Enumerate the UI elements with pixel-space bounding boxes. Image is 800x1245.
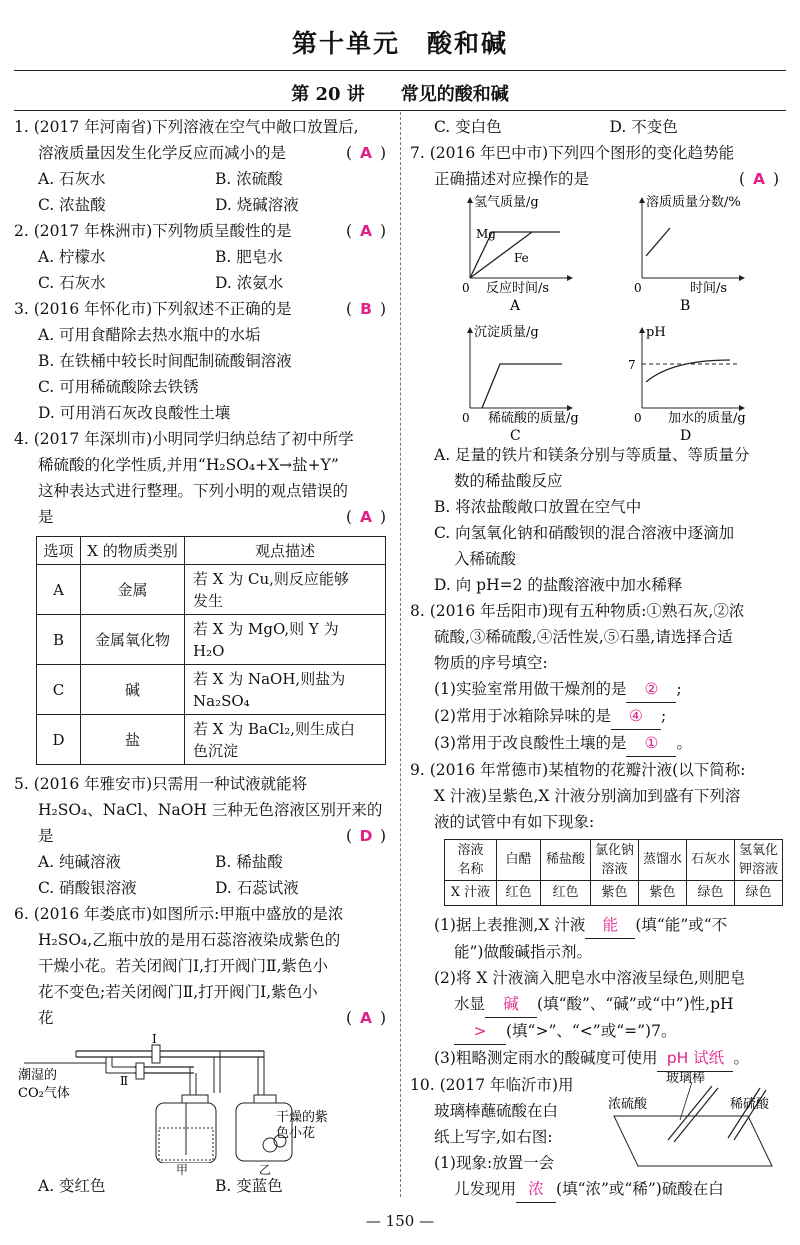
- graph-d-seven: 7: [628, 358, 636, 372]
- q7-option-a: A. 足量的铁片和镁条分别与等质量、等质量分: [434, 446, 750, 464]
- lecture-title: 第 20 讲 常见的酸和碱: [291, 84, 509, 105]
- left-column: [14, 114, 392, 1199]
- graph-a-origin: 0: [462, 281, 470, 295]
- q5-option-d: D. 石蕊试液: [215, 879, 299, 897]
- table-header-cell: 蒸馏水: [639, 840, 687, 881]
- table-cell: 碱: [81, 665, 185, 715]
- q4-stem: 4. (2017 年深圳市)小明同学归纳总结了初中所学: [14, 430, 354, 448]
- table-header-cell: 选项: [37, 537, 81, 565]
- q9-sub3: (3)粗略测定雨水的酸碱度可使用: [434, 1049, 658, 1067]
- q6-option-b: B. 变蓝色: [215, 1177, 283, 1195]
- q4-table: [36, 536, 386, 765]
- q10-conc-label: 浓硫酸: [608, 1097, 648, 1112]
- graph-a: [462, 195, 570, 314]
- q6-fig-label: 干燥的紫: [276, 1110, 329, 1125]
- table-header-cell: 氢氧化: [738, 843, 778, 858]
- q10-stem-5: 儿发现用: [454, 1180, 517, 1198]
- q10-stem-2: 玻璃棒蘸硫酸在白: [434, 1102, 559, 1120]
- title-rule-top: [14, 70, 786, 71]
- q6-option-a: A. 变红色: [38, 1177, 106, 1195]
- q8-sub2: (2)常用于冰箱除异味的是: [434, 707, 611, 725]
- q6-fig-label: 色小花: [276, 1126, 316, 1141]
- graph-b-curve: [646, 228, 670, 256]
- q9-sub1-b: (填“能”或“不: [635, 916, 728, 934]
- q10-rod-label: 玻璃棒: [666, 1072, 706, 1086]
- table-header-cell: 溶液: [601, 862, 628, 877]
- graph-b: [634, 194, 742, 314]
- q3-option-b: B. 在铁桶中较长时间配制硫酸铜溶液: [38, 352, 292, 370]
- graph-d: [628, 325, 746, 442]
- q9-answer-2: 碱: [485, 991, 537, 1018]
- q7-graphs: [410, 192, 780, 442]
- q9-sub1-c: 能”)做酸碱指示剂。: [454, 943, 592, 961]
- table-cell: 红色: [497, 881, 541, 906]
- q9-stem-3: 液的试管中有如下现象:: [434, 813, 595, 831]
- table-cell: 盐: [81, 715, 185, 765]
- question-1: 1. (2017 年河南省)下列溶液在空气中敞口放置后, 溶液质量因发生化学反应而减小的是 ( A ) A. 石灰水 B. 浓硫酸 C. 浓盐酸 D. 烧碱溶液: [14, 114, 392, 218]
- q5-option-b: B. 稀盐酸: [215, 853, 283, 871]
- q9-table: [444, 839, 783, 906]
- table-cell: A: [37, 565, 81, 615]
- table-cell: Na₂SO₄: [193, 691, 250, 710]
- q8-answer-3: ①: [626, 730, 676, 757]
- q7-option-a-2: 数的稀盐酸反应: [454, 472, 563, 490]
- graph-b-letter: B: [680, 298, 691, 314]
- q4-answer: A: [360, 508, 373, 526]
- q8-answer-2: ④: [611, 703, 661, 730]
- table-cell: 紫色: [591, 881, 639, 906]
- q3-option-d: D. 可用消石灰改良酸性土壤: [38, 404, 231, 422]
- q10-stem-4: (1)现象:放置一会: [434, 1154, 555, 1172]
- q7-stem-2: 正确描述对应操作的是: [434, 170, 590, 188]
- q1-stem: 1. (2017 年河南省)下列溶液在空气中敞口放置后,: [14, 118, 359, 136]
- q8-stem-3: 物质的序号填空:: [434, 654, 548, 672]
- q9-sub2-c: (填“酸”、“碱”或“中”)性,pH: [537, 995, 734, 1013]
- q6-stem-5: 花: [38, 1009, 54, 1027]
- table-row: [37, 565, 386, 615]
- table-header-row: [37, 537, 386, 565]
- table-cell: 绿色: [687, 881, 735, 906]
- question-2: 2. (2017 年株洲市)下列物质呈酸性的是 ( A ) A. 柠檬水 B. 肥皂水 C. 石灰水 D. 浓氨水: [14, 218, 392, 296]
- graph-b-origin: 0: [634, 281, 642, 295]
- q5-option-a: A. 纯碱溶液: [38, 853, 122, 871]
- q10-diagram: [608, 1072, 783, 1176]
- question-5: 5. (2016 年雅安市)只需用一种试液就能将 H₂SO₄、NaCl、NaOH 三种无色溶液区别开来的 是 ( D ) A. 纯碱溶液 B. 稀盐酸 C. 硝酸银溶液 D. 石蕊试液: [14, 771, 392, 901]
- q9-sub1: (1)据上表推测,X 汁液: [434, 916, 586, 934]
- q7-option-c-2: 入稀硫酸: [454, 550, 517, 568]
- unit-title: 第十单元 酸和碱: [291, 29, 508, 58]
- q1-stem-2: 溶液质量因发生化学反应而减小的是: [38, 144, 287, 162]
- q8-punct: 。: [676, 734, 692, 752]
- table-cell: 色沉淀: [193, 741, 239, 760]
- q4-stem-4: 是: [38, 508, 54, 526]
- q5-answer: D: [359, 827, 373, 845]
- table-header-cell: 石灰水: [687, 840, 735, 881]
- q2-answer: A: [360, 222, 373, 240]
- right-column: [410, 114, 785, 1203]
- graph-d-ylabel: pH: [646, 325, 666, 340]
- table-header-cell: 氯化钠: [594, 843, 634, 858]
- q9-answer-1: 能: [585, 912, 635, 939]
- q7-option-b: B. 将浓盐酸敞口放置在空气中: [434, 498, 642, 516]
- q9-sub2-b: 水显: [454, 995, 486, 1013]
- graph-c-xlabel: 稀硫酸的质量/g: [488, 411, 579, 426]
- q6-stem-2: H₂SO₄,乙瓶中放的是用石蕊溶液染成紫色的: [38, 931, 341, 949]
- q5-stem: 5. (2016 年雅安市)只需用一种试液就能将: [14, 775, 308, 793]
- q6-fig-label: CO₂气体: [18, 1086, 70, 1101]
- q2-option-d: D. 浓氨水: [215, 274, 284, 292]
- graph-d-origin: 0: [634, 411, 642, 425]
- graph-b-xlabel: 时间/s: [690, 281, 728, 296]
- table-header-row: [445, 840, 783, 881]
- table-cell: H₂O: [193, 641, 225, 660]
- q4-stem-3: 这种表达式进行整理。下列小明的观点错误的: [38, 482, 349, 500]
- q9-sub2-d: (填“>”、“<”或“=”)7。: [506, 1022, 677, 1040]
- q8-punct: ;: [660, 707, 667, 725]
- q10-stem-3: 纸上写字,如右图:: [434, 1128, 553, 1146]
- title-rule-bottom: [14, 110, 786, 111]
- q6-stem-4: 花不变色;若关闭阀门Ⅱ,打开阀门Ⅰ,紫色小: [38, 983, 318, 1001]
- q9-punct: 。: [733, 1049, 749, 1067]
- q9-answer-4: pH 试纸: [657, 1045, 733, 1072]
- graph-c-origin: 0: [462, 411, 470, 425]
- question-4: 4. (2017 年深圳市)小明同学归纳总结了初中所学 稀硫酸的化学性质,并用“H₂SO₄+X→盐+Y” 这种表达式进行整理。下列小明的观点错误的 是 ( A ) 选项 X 的物质类别 观点描述 A 金属 若 X 为 Cu,则反应能够 发生 B 金属氧化物 若 X 为 MgO,则 Y 为 H₂O C 碱 若 X 为 NaOH,则盐为 Na₂SO₄ D 盐 若 X 为 BaCl₂,则生成白 色沉淀: [14, 426, 392, 765]
- q7-option-d: D. 向 pH=2 的盐酸溶液中加水稀释: [434, 576, 683, 594]
- q1-option-b: B. 浓硫酸: [215, 170, 283, 188]
- table-header-cell: 稀盐酸: [541, 840, 591, 881]
- table-cell: 红色: [541, 881, 591, 906]
- q1-answer: A: [360, 144, 373, 162]
- q6-apparatus-diagram: [14, 1033, 384, 1163]
- q6-answer: A: [360, 1009, 373, 1027]
- question-6: 6. (2016 年娄底市)如图所示:甲瓶中盛放的是浓 H₂SO₄,乙瓶中放的是用石蕊溶液染成紫色的 干燥小花。若关闭阀门Ⅰ,打开阀门Ⅱ,紫色小 花不变色;若关闭阀门Ⅱ,打开阀门Ⅰ,紫色小 花 ( A ) 潮湿的 CO₂气体 Ⅰ Ⅱ 干燥的紫 色小花 甲 乙 A. 变红色 B. 变蓝色: [14, 901, 392, 1199]
- table-cell: 若 X 为 MgO,则 Y 为: [193, 619, 339, 638]
- q3-stem: 3. (2016 年怀化市)下列叙述不正确的是: [14, 300, 292, 318]
- graph-a-xlabel: 反应时间/s: [486, 281, 550, 296]
- q1-option-c: C. 浓盐酸: [38, 196, 106, 214]
- q2-option-c: C. 石灰水: [38, 274, 106, 292]
- q6-stem-3: 干燥小花。若关闭阀门Ⅰ,打开阀门Ⅱ,紫色小: [38, 957, 329, 975]
- q3-option-a: A. 可用食醋除去热水瓶中的水垢: [38, 326, 261, 344]
- q6-fig-label: 潮湿的: [18, 1068, 58, 1083]
- q1-option-a: A. 石灰水: [38, 170, 106, 188]
- q6-fig-label: 甲: [176, 1163, 189, 1177]
- table-cell: 发生: [193, 591, 224, 610]
- q8-punct: ;: [676, 680, 682, 698]
- table-header-cell: 钾溶液: [738, 862, 778, 877]
- graph-a-fe-label: Fe: [514, 251, 529, 265]
- q9-stem-2: X 汁液)呈紫色,X 汁液分别滴加到盛有下列溶: [434, 787, 741, 805]
- table-cell: 绿色: [735, 881, 783, 906]
- column-divider: [400, 112, 401, 1197]
- q8-sub1: (1)实验室常用做干燥剂的是: [434, 680, 627, 698]
- table-row: [37, 715, 386, 765]
- q6-option-d: D. 不变色: [609, 118, 678, 136]
- q10-answer-1: 浓: [516, 1176, 556, 1203]
- q2-stem: 2. (2017 年株洲市)下列物质呈酸性的是: [14, 222, 292, 240]
- q5-stem-3: 是: [38, 827, 54, 845]
- graph-c-ylabel: 沉淀质量/g: [474, 325, 539, 340]
- table-cell: D: [37, 715, 81, 765]
- q8-stem-2: 硫酸,③稀硫酸,④活性炭,⑤石墨,请选择合适: [434, 628, 733, 646]
- question-9: [410, 757, 785, 1072]
- graph-a-mg-label: Mg: [476, 227, 496, 241]
- q6-fig-label: Ⅰ: [152, 1033, 157, 1046]
- paper-sheet: [614, 1116, 772, 1166]
- q6-fig-label: 乙: [259, 1163, 272, 1177]
- q1-option-d: D. 烧碱溶液: [215, 196, 299, 214]
- graph-a-ylabel: 氢气质量/g: [474, 195, 539, 210]
- q7-option-c: C. 向氢氧化钠和硝酸钡的混合溶液中逐滴加: [434, 524, 735, 542]
- graph-c: [462, 324, 579, 442]
- table-header-cell: 溶液: [457, 843, 484, 858]
- q8-answer-1: ②: [626, 676, 676, 703]
- q9-answer-3: >: [454, 1018, 506, 1045]
- graph-b-ylabel: 溶质质量分数/%: [646, 195, 741, 210]
- graph-d-letter: D: [680, 428, 692, 442]
- q9-sub2: (2)将 X 汁液滴入肥皂水中溶液呈绿色,则肥皂: [434, 969, 746, 987]
- table-cell: C: [37, 665, 81, 715]
- q6-fig-label: Ⅱ: [120, 1074, 129, 1088]
- table-header-cell: 白醋: [497, 840, 541, 881]
- table-cell: 紫色: [639, 881, 687, 906]
- question-10: [410, 1072, 785, 1203]
- table-cell: B: [37, 615, 81, 665]
- graph-a-letter: A: [510, 298, 521, 314]
- table-header-cell: X 的物质类别: [81, 537, 185, 565]
- table-cell: 金属氧化物: [81, 615, 185, 665]
- q3-answer: B: [360, 300, 372, 318]
- q8-sub3: (3)常用于改良酸性土壤的是: [434, 734, 627, 752]
- q7-answer: A: [753, 170, 766, 188]
- table-row: [445, 881, 783, 906]
- table-header-cell: 名称: [457, 862, 484, 877]
- table-cell: 若 X 为 BaCl₂,则生成白: [193, 719, 356, 738]
- q10-dil-label: 稀硫酸: [730, 1097, 770, 1112]
- q2-option-a: A. 柠檬水: [38, 248, 106, 266]
- q4-stem-2: 稀硫酸的化学性质,并用“H₂SO₄+X→盐+Y”: [38, 456, 339, 474]
- page-number: — 150 —: [365, 1212, 435, 1230]
- q6-option-c: C. 变白色: [434, 118, 502, 136]
- table-cell: X 汁液: [445, 881, 497, 906]
- q6-stem: 6. (2016 年娄底市)如图所示:甲瓶中盛放的是浓: [14, 905, 344, 923]
- q9-stem: 9. (2016 年常德市)某植物的花瓣汁液(以下简称:: [410, 761, 746, 779]
- table-cell: 金属: [81, 565, 185, 615]
- q2-option-b: B. 肥皂水: [215, 248, 283, 266]
- table-header-cell: 观点描述: [185, 537, 386, 565]
- question-7: 7. (2016 年巴中市)下列四个图形的变化趋势能 正确描述对应操作的是 ( A ) 氢气质量/g Mg Fe 0 反应时间/s A 溶质质量分数/% 0 时间/s B 沉淀质量/g 0 稀硫酸的质量/g C pH 7 0 加水的质量/g D A. 足量的铁片和镁条分别与等质量、等质量分 数的稀盐酸反应 B. 将浓盐酸敞口放置在空气中 C. 向氢氧化钠和硝酸钡的混合溶液中逐滴加 入稀硫酸 D. 向 pH=2 的盐酸溶液中加水稀释: [410, 140, 785, 598]
- q10-stem: 10. (2017 年临沂市)用: [410, 1076, 574, 1094]
- q5-stem-2: H₂SO₄、NaCl、NaOH 三种无色溶液区别开来的: [38, 801, 383, 819]
- q10-stem-5b: (填“浓”或“稀”)硫酸在白: [556, 1180, 724, 1198]
- graph-d-xlabel: 加水的质量/g: [668, 411, 746, 426]
- graph-c-curve: [482, 364, 562, 408]
- q5-option-c: C. 硝酸银溶液: [38, 879, 137, 897]
- table-row: [37, 665, 386, 715]
- table-cell: 若 X 为 Cu,则反应能够: [193, 569, 349, 588]
- graph-d-curve: [646, 360, 730, 382]
- q7-stem: 7. (2016 年巴中市)下列四个图形的变化趋势能: [410, 144, 735, 162]
- question-3: 3. (2016 年怀化市)下列叙述不正确的是 ( B ) A. 可用食醋除去热水瓶中的水垢 B. 在铁桶中较长时间配制硫酸铜溶液 C. 可用稀硫酸除去铁锈 D. 可用消石灰改良酸性土壤: [14, 296, 392, 426]
- table-row: [37, 615, 386, 665]
- graph-c-letter: C: [510, 428, 521, 442]
- q3-option-c: C. 可用稀硫酸除去铁锈: [38, 378, 199, 396]
- table-cell: 若 X 为 NaOH,则盐为: [193, 669, 346, 688]
- q8-stem: 8. (2016 年岳阳市)现有五种物质:①熟石灰,②浓: [410, 602, 745, 620]
- question-8: [410, 598, 785, 757]
